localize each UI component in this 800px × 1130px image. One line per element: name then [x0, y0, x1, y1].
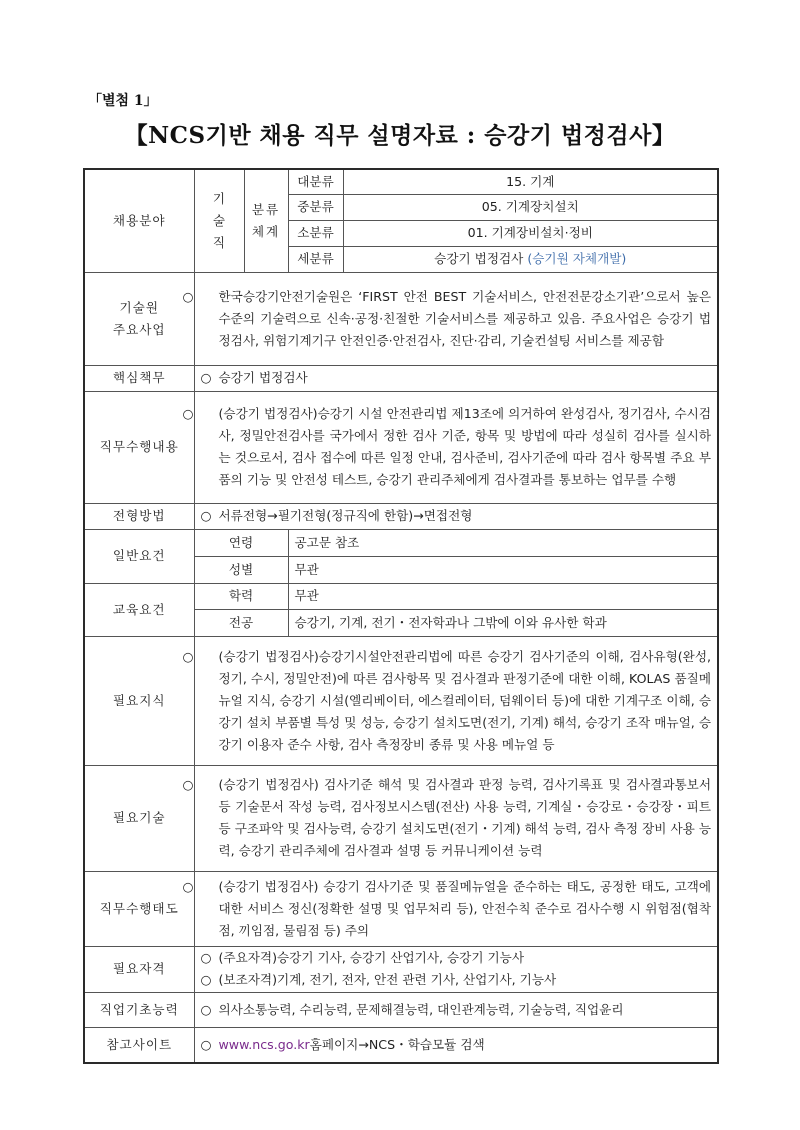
- bullet-icon: ○: [200, 508, 212, 523]
- general-req-row-age: [84, 529, 718, 556]
- certificate-text: (주요자격)승강기 기사, 승강기 산업기사, 승강기 기능사: [218, 950, 524, 965]
- bullet-icon: ○: [182, 648, 194, 664]
- general-req-item-value: 공고문 참조: [288, 529, 718, 556]
- classification-label-1: 분류: [251, 201, 281, 217]
- main-business-text: 한국승강기안전기술원은 ‘FIRST 안전 BEST 기술서비스, 안전전문강소기관’으로서 높은 수준의 기술력으로 신속·공정·친절한 기술서비스를 제공하고 있음. 주요사업은 승강기 법정검사, 위험기계기구 안전인증·안전검사, 진단·감리, 기술컨설팅 서비스를 제공함: [218, 288, 711, 348]
- job-type-char: 술: [212, 212, 226, 228]
- attitude-row: [84, 871, 718, 946]
- level-value-text: 승강기 법정검사: [434, 251, 524, 266]
- selection-label: 전형방법: [84, 503, 194, 529]
- skills-label: 필요기술: [84, 765, 194, 871]
- classification-system-cell: [244, 169, 288, 272]
- knowledge-label: 필요지식: [84, 636, 194, 765]
- bullet-icon: ○: [200, 972, 212, 987]
- job-type-cell: [194, 169, 244, 272]
- certificates-content: [194, 946, 718, 992]
- certificate-item: [201, 947, 712, 969]
- general-req-item-value: 무관: [288, 556, 718, 583]
- reference-label: 참고사이트: [84, 1027, 194, 1063]
- education-req-item-label: 전공: [194, 609, 288, 636]
- attitude-text: (승강기 법정검사) 승강기 검사기준 및 품질메뉴얼을 준수하는 태도, 공정한 태도, 고객에 대한 서비스 정신(정확한 설명 및 업무처리 등), 안전수칙 준수로 검사수행 시 위험점(협착점, 끼임점, 물림점 등) 주의: [218, 878, 711, 938]
- education-req-label: 교육요건: [84, 583, 194, 636]
- level-label: 중분류: [288, 194, 343, 220]
- knowledge-row: [84, 636, 718, 765]
- skills-row: [84, 765, 718, 871]
- main-business-row: [84, 272, 718, 365]
- main-business-label-1: 기술원: [119, 299, 159, 315]
- core-duty-text: 승강기 법정검사: [218, 370, 308, 385]
- job-content-row: [84, 391, 718, 503]
- certificates-row: [84, 946, 718, 992]
- core-duty-row: [84, 365, 718, 391]
- level-value-note: (승기원 자체개발): [527, 251, 627, 266]
- job-content-label: 직무수행내용: [84, 391, 194, 503]
- level-label: 세분류: [288, 246, 343, 272]
- page-title: 【NCS기반 채용 직무 설명자료 : 승강기 법정검사】: [124, 122, 676, 149]
- reference-text: 홈페이지→NCS・학습모듈 검색: [309, 1036, 485, 1052]
- recruitment-row-major: [84, 169, 718, 194]
- basic-competency-content: [194, 992, 718, 1027]
- core-duty-label: 핵심책무: [84, 365, 194, 391]
- level-value: 05. 기계장치설치: [343, 194, 718, 220]
- education-req-item-value: 승강기, 기계, 전기・전자학과나 그밖에 이와 유사한 학과: [288, 609, 718, 636]
- job-content-text: (승강기 법정검사)승강기 시설 안전관리법 제13조에 의거하여 완성검사, 정기검사, 수시검사, 정밀안전검사를 국가에서 정한 검사 기준, 항목 및 방법에 따라 성실히 검사를 실시하는 것으로서, 검사 접수에 따른 일정 안내, 검사준비, 검사기준에 따라 검사 항목별 주요 부품의 기능 및 안전성 테스트, 승강기 관리주체에게 검사결과를 통보하는 업무를 수행: [218, 406, 711, 487]
- classification-label-2: 체계: [251, 223, 281, 239]
- certificate-text: (보조자격)기계, 전기, 전자, 안전 관련 기사, 산업기사, 기능사: [218, 972, 557, 987]
- certificate-item: [201, 969, 712, 991]
- education-req-item-value: 무관: [288, 583, 718, 609]
- bullet-icon: ○: [182, 878, 194, 894]
- certificates-label: 필요자격: [84, 946, 194, 992]
- bullet-icon: ○: [200, 1001, 212, 1017]
- education-req-item-label: 학력: [194, 583, 288, 609]
- general-req-label: 일반요건: [84, 529, 194, 583]
- level-label: 대분류: [288, 169, 343, 194]
- basic-competency-row: [84, 992, 718, 1027]
- job-description-table: [83, 168, 719, 1064]
- skills-text: (승강기 법정검사) 검사기준 해석 및 검사결과 판정 능력, 검사기록표 및 검사결과통보서 등 기술문서 작성 능력, 검사정보시스템(전산) 사용 능력, 기계실・승강로・승강장・피트 등 구조파악 및 검사능력, 승강기 설치도면(전기・기계) 해석 능력, 검사 측정 장비 사용 능력, 승강기 관리주체에 검사결과 설명 등 커뮤니케이션 능력: [218, 777, 711, 858]
- reference-content: [194, 1027, 718, 1063]
- selection-content: [194, 503, 718, 529]
- recruitment-label: 채용분야: [84, 169, 194, 272]
- knowledge-content: [182, 636, 718, 765]
- main-business-label-2: 주요사업: [112, 321, 166, 337]
- level-label: 소분류: [288, 220, 343, 246]
- level-value: [343, 246, 718, 272]
- bullet-icon: ○: [200, 370, 212, 385]
- basic-competency-label: 직업기초능력: [84, 992, 194, 1027]
- knowledge-text: (승강기 법정검사)승강기시설안전관리법에 따른 승강기 검사기준의 이해, 검사유형(완성, 정기, 수시, 정밀안전)에 따른 검사항목 및 검사결과 판정기준에 대한 이해, KOLAS 품질메뉴얼 지식, 승강기 시설(엘리베이터, 에스컬레이터, 덤웨이터 등)에 대한 기계구조 이해, 승강기 설치 부품별 특성 및 성능, 승강기 설치도면(전기, 기계) 해석, 승강기 조작 매뉴얼, 승강기 이용자 준수 사항, 검사 측정장비 종류 및 사용 메뉴얼 등: [218, 648, 711, 752]
- attitude-label: 직무수행태도: [84, 871, 194, 946]
- ncs-link[interactable]: www.ncs.go.kr: [218, 1036, 310, 1052]
- selection-row: [84, 503, 718, 529]
- core-duty-content: [194, 365, 718, 391]
- bullet-icon: ○: [182, 777, 194, 792]
- job-content-content: [182, 391, 718, 503]
- selection-text: 서류전형→필기전형(정규직에 한함)→면접전형: [218, 508, 473, 523]
- education-req-row-degree: [84, 583, 718, 609]
- main-business-content: [182, 272, 718, 365]
- general-req-item-label: 성별: [194, 556, 288, 583]
- bullet-icon: ○: [182, 288, 194, 304]
- bullet-icon: ○: [182, 406, 194, 421]
- job-type-char: 직: [212, 234, 226, 250]
- skills-content: [182, 765, 718, 871]
- reference-row: [84, 1027, 718, 1063]
- annex-label: 「별첨 1」: [88, 93, 158, 109]
- level-value: 15. 기계: [343, 169, 718, 194]
- level-value: 01. 기계장비설치·정비: [343, 220, 718, 246]
- attitude-content: [182, 871, 718, 946]
- bullet-icon: ○: [200, 950, 212, 965]
- bullet-icon: ○: [200, 1036, 212, 1052]
- general-req-item-label: 연령: [194, 529, 288, 556]
- main-business-label: [84, 272, 194, 365]
- basic-competency-text: 의사소통능력, 수리능력, 문제해결능력, 대인관계능력, 기술능력, 직업윤리: [218, 1001, 624, 1017]
- job-type-char: 기: [212, 190, 226, 206]
